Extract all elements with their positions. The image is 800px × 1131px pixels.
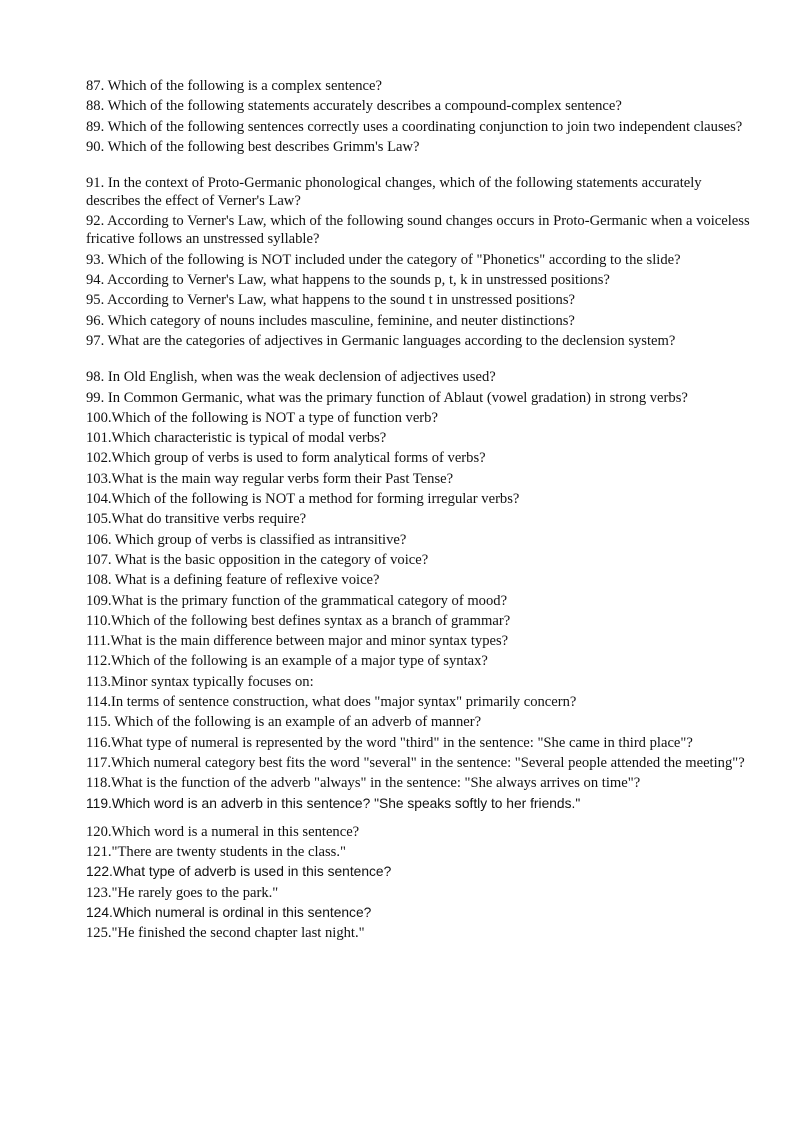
question-108: 108. What is a defining feature of reflexive voice? <box>86 572 380 589</box>
question-91: 91. In the context of Proto-Germanic phonological changes, which of the following statements accurately describes the effect of Verner's Law? <box>86 175 702 210</box>
question-113: 113.Minor syntax typically focuses on: <box>86 673 314 690</box>
question-106: 106. Which group of verbs is classified as intransitive? <box>86 531 407 548</box>
question-88: 88. Which of the following statements accurately describes a compound-complex sentence? <box>86 98 622 115</box>
question-122: 122.What type of adverb is used in this sentence? <box>86 864 392 880</box>
question-89: 89. Which of the following sentences correctly uses a coordinating conjunction to join two independent clauses? <box>86 118 743 135</box>
question-98: 98. In Old English, when was the weak declension of adjectives used? <box>86 369 496 386</box>
question-102: 102.Which group of verbs is used to form analytical forms of verbs? <box>86 450 486 467</box>
question-103: 103.What is the main way regular verbs form their Past Tense? <box>86 470 454 487</box>
question-90: 90. Which of the following best describes Grimm's Law? <box>86 138 420 155</box>
question-97: 97. What are the categories of adjectives in Germanic languages according to the declension system? <box>86 332 676 349</box>
question-125: 125."He finished the second chapter last night." <box>86 925 365 942</box>
paragraph-gap <box>86 158 756 174</box>
question-87: 87. Which of the following is a complex sentence? <box>86 78 382 94</box>
question-119: 119.Which word is an adverb in this sentence? "She speaks softly to her friends." <box>86 795 581 811</box>
question-114: 114.In terms of sentence construction, what does "major syntax" primarily concern? <box>86 694 577 711</box>
question-104: 104.Which of the following is NOT a method for forming irregular verbs? <box>86 491 520 508</box>
question-107: 107. What is the basic opposition in the category of voice? <box>86 551 429 568</box>
paragraph-gap <box>86 815 756 823</box>
question-112: 112.Which of the following is an example of a major type of syntax? <box>86 653 488 670</box>
question-121: 121."There are twenty students in the class." <box>86 844 346 861</box>
question-96: 96. Which category of nouns includes masculine, feminine, and neuter distinctions? <box>86 312 575 329</box>
question-123: 123."He rarely goes to the park." <box>86 884 279 901</box>
question-111: 111.What is the main difference between major and minor syntax types? <box>86 633 509 650</box>
question-101: 101.Which characteristic is typical of modal verbs? <box>86 430 387 447</box>
question-94: 94. According to Verner's Law, what happens to the sounds p, t, k in unstressed positions? <box>86 272 610 289</box>
question-99: 99. In Common Germanic, what was the primary function of Ablaut (vowel gradation) in strong verbs? <box>86 389 688 406</box>
question-124: 124.Which numeral is ordinal in this sentence? <box>86 904 372 920</box>
question-117: 117.Which numeral category best fits the word "several" in the sentence: "Several people attended the meeting"? <box>86 754 745 771</box>
question-list <box>86 77 756 945</box>
question-95: 95. According to Verner's Law, what happens to the sound t in unstressed positions? <box>86 292 576 309</box>
question-120: 120.Which word is a numeral in this sentence? <box>86 823 360 840</box>
question-109: 109.What is the primary function of the grammatical category of mood? <box>86 592 508 609</box>
question-92: 92. According to Verner's Law, which of the following sound changes occurs in Proto-Germanic when a voiceless fricative follows an unstressed syllable? <box>86 213 750 248</box>
question-110: 110.Which of the following best defines syntax as a branch of grammar? <box>86 612 511 629</box>
question-118: 118.What is the function of the adverb "always" in the sentence: "She always arrives on time"? <box>86 775 641 792</box>
question-100: 100.Which of the following is NOT a type of function verb? <box>86 409 438 426</box>
question-105: 105.What do transitive verbs require? <box>86 511 307 528</box>
question-93: 93. Which of the following is NOT included under the category of "Phonetics" according to the slide? <box>86 251 681 268</box>
question-116: 116.What type of numeral is represented by the word "third" in the sentence: "She came in third place"? <box>86 734 693 751</box>
paragraph-gap <box>86 352 756 368</box>
question-115: 115. Which of the following is an example of an adverb of manner? <box>86 714 482 731</box>
